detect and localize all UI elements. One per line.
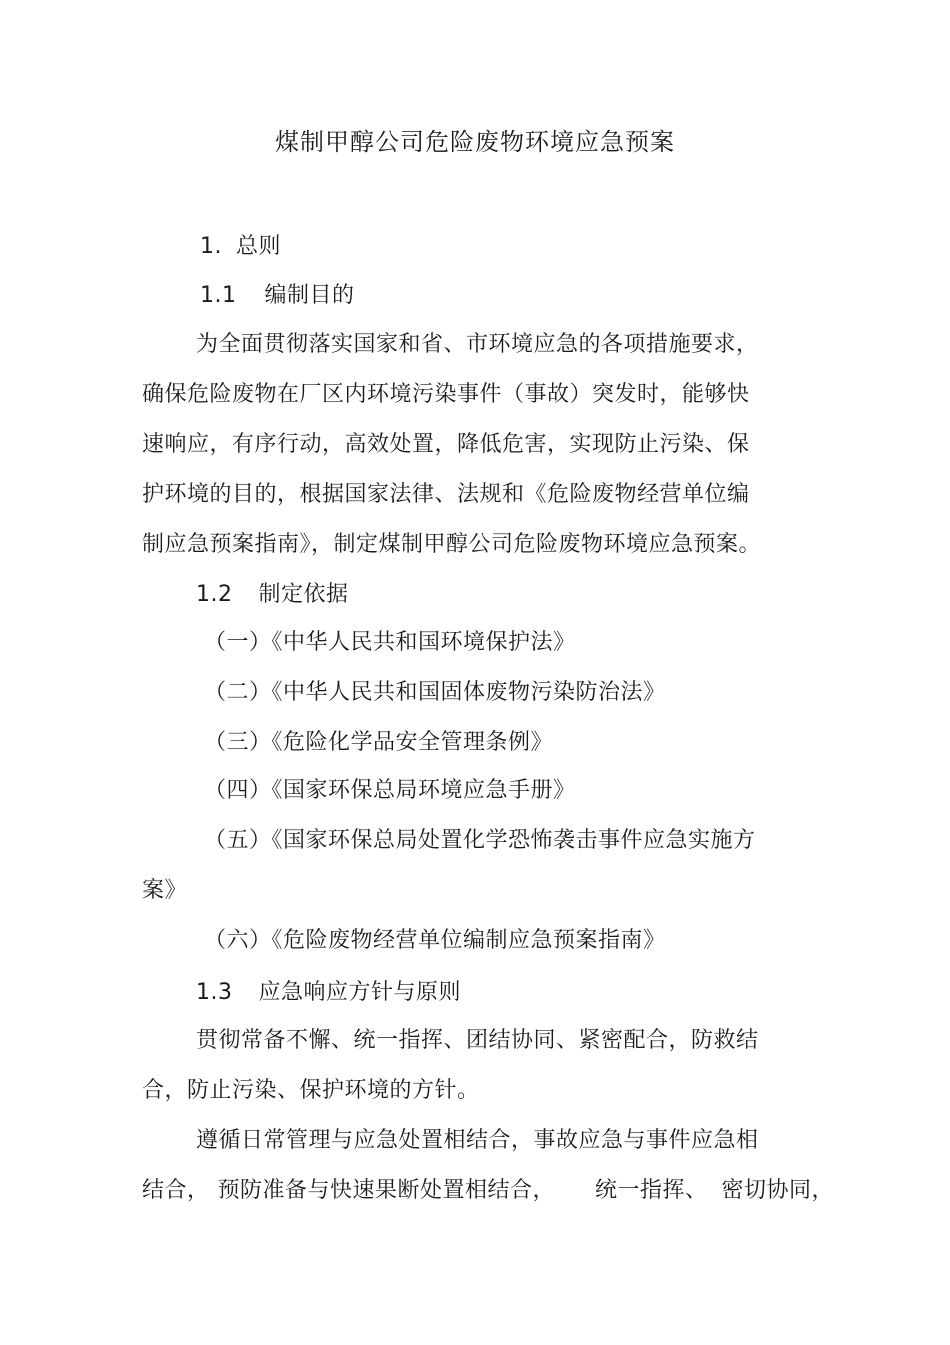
reference-item: （一）《中华人民共和国环境保护法》: [204, 630, 576, 655]
text-segment: 密切协同，: [721, 1178, 835, 1203]
section-title: 制定依据: [258, 582, 349, 607]
section-number: 1.3: [196, 980, 233, 1005]
section-title: 编制目的: [264, 283, 355, 308]
section-heading-1-1: [200, 281, 355, 311]
reference-item: （六）《危险废物经营单位编制应急预案指南》: [204, 928, 666, 953]
section-number: 1.: [200, 234, 222, 259]
document-title: 煤制甲醇公司危险废物环境应急预案: [275, 128, 675, 156]
reference-item: （五）《国家环保总局处置化学恐怖袭击事件应急实施方: [204, 828, 756, 853]
section-number: 1.2: [196, 582, 233, 607]
paragraph-line: 制应急预案指南》，制定煤制甲醇公司危险废物环境应急预案。: [142, 532, 762, 557]
paragraph-line: 速响应，有序行动，高效处置，降低危害，实现防止污染、保: [142, 432, 750, 457]
text-segment: 统一指挥、: [595, 1178, 708, 1203]
section-heading-1-2: [196, 580, 349, 610]
section-title: 应急响应方针与原则: [258, 980, 462, 1005]
reference-item: （三）《危险化学品安全管理条例》: [204, 730, 554, 755]
section-title: 总则: [236, 234, 282, 259]
section-number: 1.1: [200, 283, 237, 308]
paragraph-line: 合，防止污染、保护环境的方针。: [142, 1078, 480, 1103]
paragraph-line: 为全面贯彻落实国家和省、市环境应急的各项措施要求，: [196, 332, 759, 357]
paragraph-line: 确保危险废物在厂区内环境污染事件（事故）突发时，能够快: [142, 382, 750, 407]
reference-item-continuation: 案》: [142, 878, 188, 903]
paragraph-line: 贯彻常备不懈、统一指挥、团结协同、紧密配合，防救结: [196, 1028, 759, 1053]
reference-item: （二）《中华人民共和国固体废物污染防治法》: [204, 680, 666, 705]
paragraph-line: [142, 1176, 834, 1206]
section-heading-1: [200, 232, 281, 262]
text-segment: 预防准备与快速果断处置相结合，: [217, 1178, 556, 1203]
text-segment: 结合，: [142, 1178, 210, 1203]
paragraph-line: 遵循日常管理与应急处置相结合，事故应急与事件应急相: [196, 1128, 759, 1153]
section-heading-1-3: [196, 978, 461, 1008]
paragraph-line: 护环境的目的，根据国家法律、法规和《危险废物经营单位编: [142, 482, 750, 507]
reference-item: （四）《国家环保总局环境应急手册》: [204, 778, 576, 803]
